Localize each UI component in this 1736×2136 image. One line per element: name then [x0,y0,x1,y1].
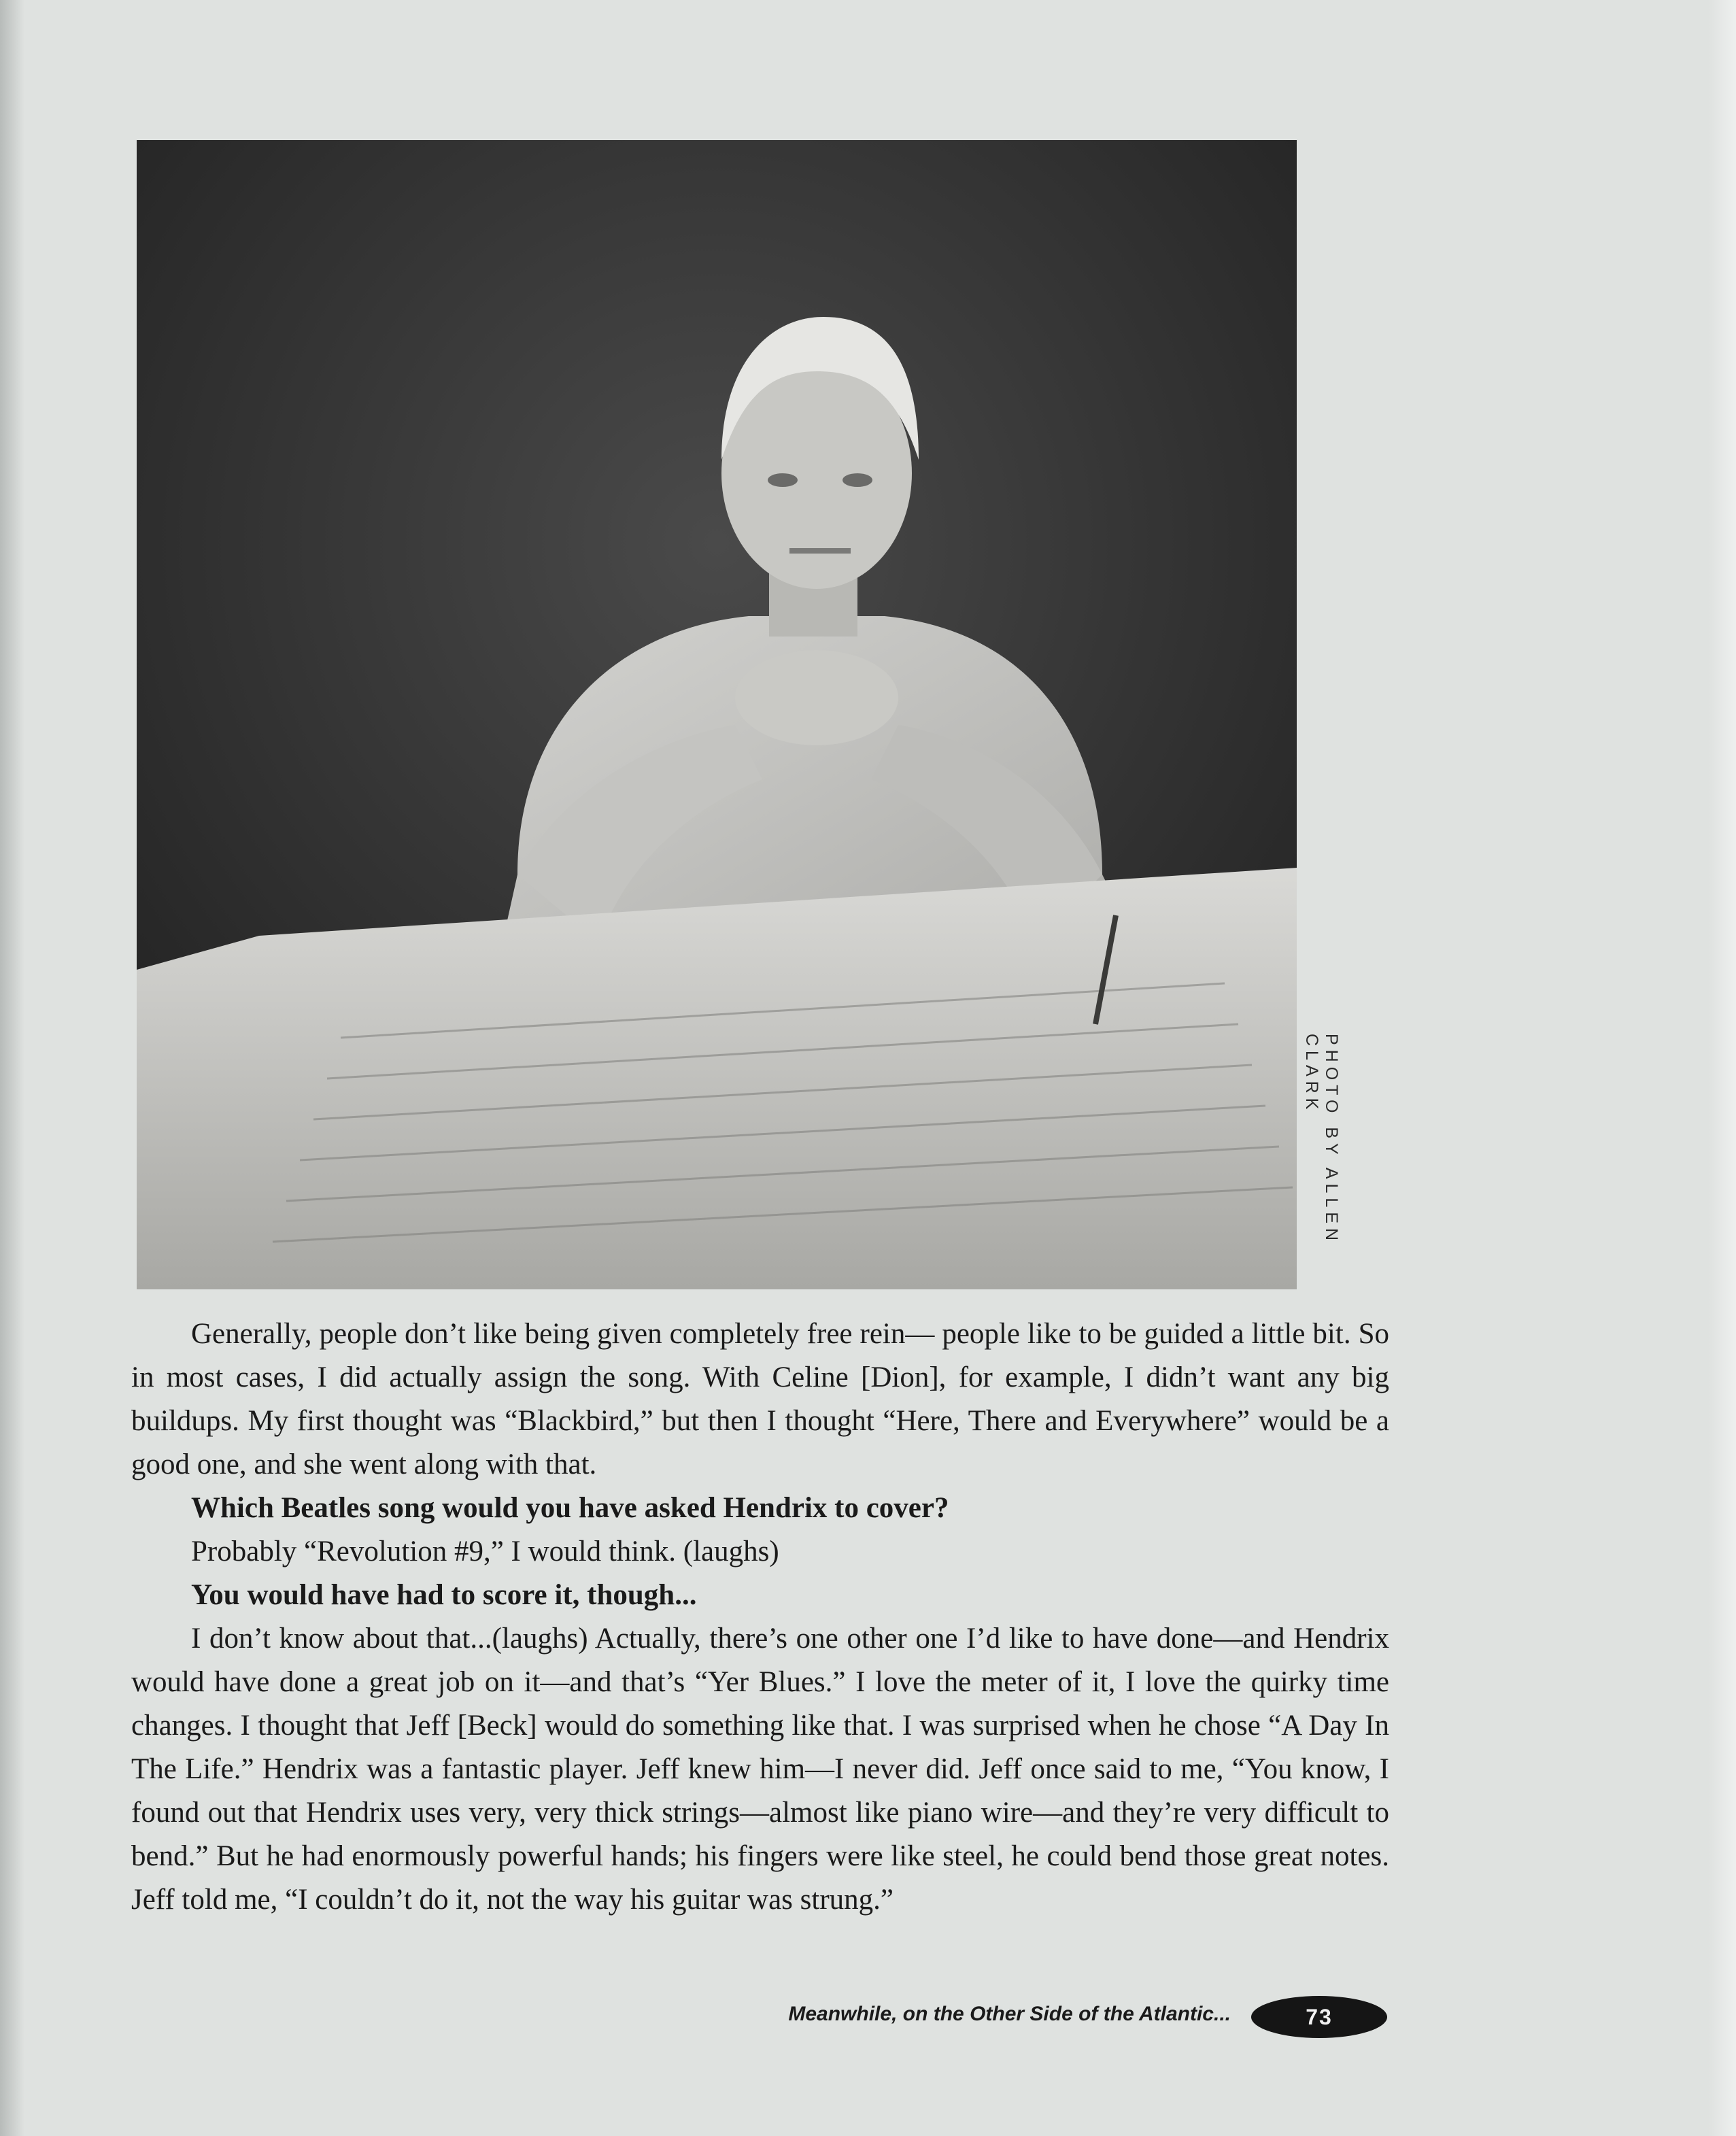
page-number: 73 [1306,2005,1333,2029]
interview-question: You would have had to score it, though... [191,1579,697,1611]
interview-question: Which Beatles song would you have asked Hendrix to cover? [191,1492,949,1524]
running-head: Meanwhile, on the Other Side of the Atlantic... [788,2003,1231,2025]
answer-paragraph: Generally, people don’t like being given completely free rein— people like to be guided a little bit. So in most cases, I did actually assign the song. With Celine [Dion], for example, I didn’t want any big buildups. My first thought was “Blackbird,” but then I thought “Here, There and Everywhere” would be a good one, and she went along with that. [131,1318,1389,1480]
page-gutter-shadow [0,0,24,2136]
photo-image [137,140,1297,1289]
page-footer [788,1996,1387,2038]
portrait-photo [137,140,1297,1289]
article-body [131,1312,1389,1922]
photo-credit: PHOTO BY ALLEN CLARK [1302,1034,1341,1246]
answer-paragraph: Probably “Revolution #9,” I would think. (laughs) [191,1536,779,1567]
answer-paragraph: I don’t know about that...(laughs) Actually, there’s one other one I’d like to have done—and Hendrix would have done a great job on it—and that’s “Yer Blues.” I love the meter of it, I love the quirky time changes. I thought that Jeff [Beck] would do something like that. I was surprised when he chose “A Day In The Life.” Hendrix was a fantastic player. Jeff knew him—I never did. Jeff once said to me, “You know, I found out that Hendrix uses very, very thick strings—almost like piano wire—and they’re very difficult to bend.” But he had enormously powerful hands; his fingers were like steel, he could bend those great notes. Jeff told me, “I couldn’t do it, not the way his guitar was strung.” [131,1623,1389,1916]
page-edge [1709,0,1736,2136]
